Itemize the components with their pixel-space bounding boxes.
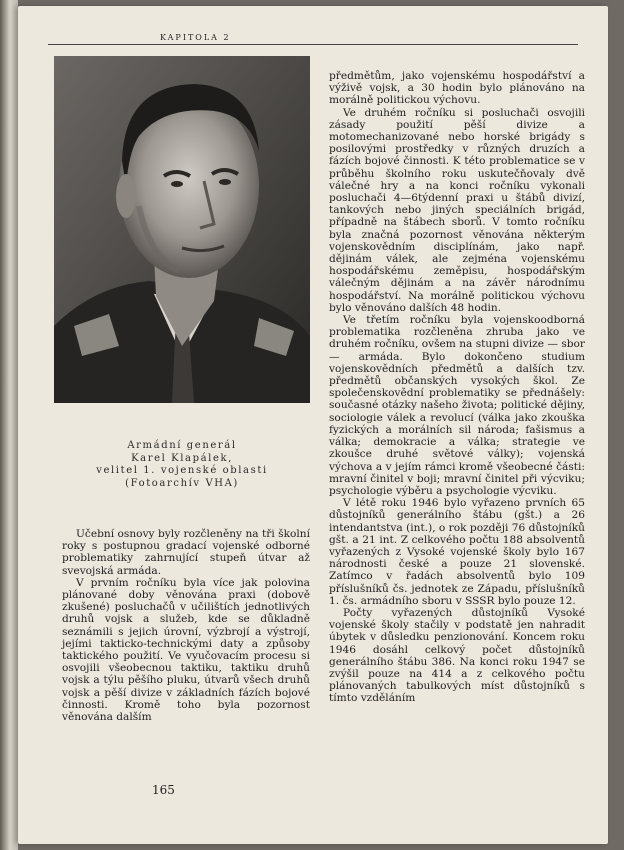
photo-caption	[54, 440, 310, 490]
page-number: 165	[152, 783, 175, 797]
paragraph: Ve druhém ročníku si posluchači osvojili zásady použití pěší divize a motomechanizované nebo horské brigády s posilovými prostředky v různých druzích a fázích bojové činnosti. K této problematice se v průběhu školního roku uskutečňovaly dvě válečné hry a na konci ročníku vykonali posluchači 4—6týdenní praxi u štábů divizí, tankových nebo jiných speciálních brigád, případně na štábech sborů. V tomto ročníku byla značná pozornost věnována některým vojenskovědním disciplínám, jako např. dějinám válek, ale zejména vojenskému hospodářskému zeměpisu, hospodářským válečným dějinám a na závěr národnímu hospodářství. Na morálně politickou výchovu bylo věnováno dalších 48 hodin.	[329, 106, 585, 314]
header-rule	[48, 44, 578, 45]
caption-line: (Fotoarchív VHA)	[125, 477, 239, 489]
portrait-photo	[54, 56, 310, 403]
right-text-column	[329, 70, 585, 705]
caption-line: velitel 1. vojenské oblasti	[96, 465, 268, 476]
paragraph: Učební osnovy byly rozčleněny na tři školní roky s postupnou gradací vojenské odborné problematiky zahrnující stupeň útvar až svevojská armáda.	[62, 528, 310, 577]
paragraph: předmětům, jako vojenskému hospodářství a výživě vojsk, a 30 hodin bylo plánováno na morálně politickou výchovu.	[329, 70, 585, 107]
paragraph: Ve třetím ročníku byla vojenskoodborná problematika rozčleněna zhruba jako ve druhém ročníku, ovšem na stupni divize — sbor — armáda. Bylo dokončeno studium vojenskovědních předmětů a dalších tzv. předmětů občanských vysokých škol. Ze společenskovědní problematiky se přednášely: současné otázky našeho života; politické dějiny, sociologie válek a revolucí (válka jako zkouška fyzických a morálních sil národa; fašismus a válka; demokracie a válka; strategie ve zkoušce druhé světové války); vojenská výchova a v jejím rámci kromě všeobecné části: mravní činitel v boji; mravní činitel při výcviku; psychologie výběru a psychologie výcviku.	[329, 314, 585, 497]
left-text-column	[62, 528, 310, 723]
adjacent-page-edge	[0, 0, 18, 850]
paragraph: V prvním ročníku byla více jak polovina plánované doby věnována praxi (dobově zkušené) posluchačů v učilištích jednotlivých druhů vojsk a služeb, kde se důkladně seznámili s jejich úrovní, výzbrojí a výstrojí, jejími takticko-technickými daty a způsoby taktického použití. Ve vyučovacím procesu si osvojili všeobecnou taktiku, taktiku druhů vojsk a týlu pěšího pluku, útvarů všech druhů vojsk a pěší divize v základních fázích bojové činnosti. Kromě toho byla pozornost věnována dalším	[62, 576, 310, 724]
running-head: KAPITOLA 2	[160, 33, 231, 42]
paragraph: Počty vyřazených důstojníků Vysoké vojenské školy stačily v podstatě jen nahradit úbytek v důsledku penzionování. Koncem roku 1946 dosáhl celkový počet důstojníků generálního štábu 386. Na konci roku 1947 se zvýšil pouze na 414 a z celkového počtu plánovaných tabulkových míst důstojníků s tímto vzděláním	[329, 606, 585, 705]
paragraph: V létě roku 1946 bylo vyřazeno prvních 65 důstojníků generálního štábu (gšt.) a 26 intendantstva (int.), o rok později 76 důstojníků gšt. a 21 int. Z celkového počtu 188 absolventů vyřazených z Vysoké vojenské školy bylo 167 národnosti české a pouze 21 slovenské. Zatímco v řadách absolventů bylo 109 příslušníků čs. jednotek ze Západu, příslušníků 1. čs. armádního sboru v SSSR bylo pouze 12.	[329, 497, 586, 607]
caption-line: Karel Klapálek,	[131, 452, 233, 464]
caption-line: Armádní generál	[127, 440, 237, 451]
portrait-illustration	[54, 56, 310, 403]
